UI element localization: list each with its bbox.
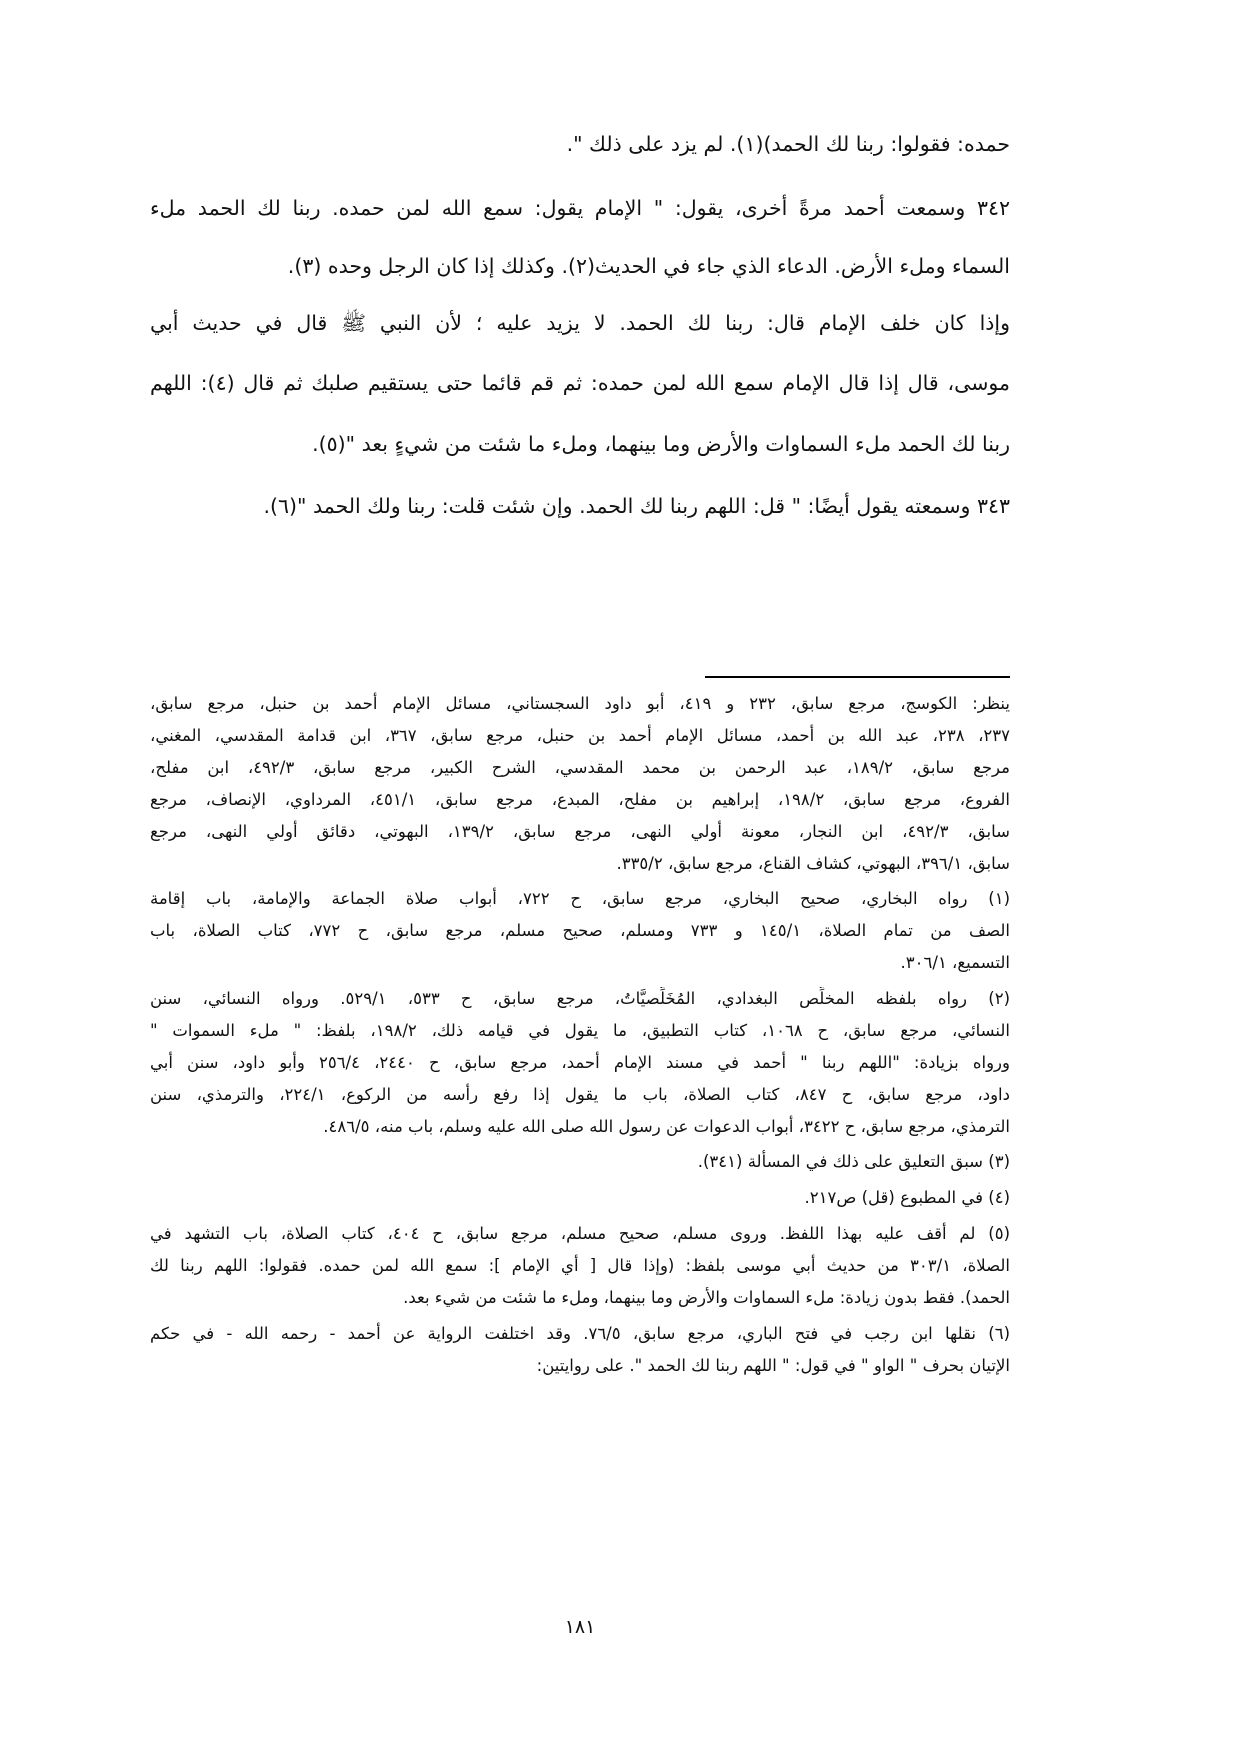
footnote-2-line: النسائي، مرجع سابق، ح ١٠٦٨، كتاب التطبيق، ما يقول في قيامه ذلك، ١٩٨/٢، بلفظ: " ملء السموات " (150, 1021, 1010, 1040)
main-line-4: وإذا كان خلف الإمام قال: ربنا لك الحمد. لا يزيد عليه ؛ لأن النبي ﷺ قال في حديث أبي (150, 311, 1010, 335)
footnote-1-line: (١) رواه البخاري، صحيح البخاري، مرجع سابق، ح ٧٢٢، أبواب صلاة الجماعة والإمامة، باب إقامة (150, 889, 1010, 908)
footnote-2-line: ورواه بزيادة: "اللهم ربنا " أحمد في مسند الإمام أحمد، مرجع سابق، ح ٢٤٤٠، ٢٥٦/٤ وأبو داود، سنن أبي (150, 1053, 1010, 1072)
footnote-4-line: (٤) في المطبوع (قل) ص٢١٧. (804, 1188, 1010, 1207)
footnote-separator (705, 676, 1010, 678)
main-line-7: ٣٤٣ وسمعته يقول أيضًا: " قل: اللهم ربنا لك الحمد. وإن شئت قلت: ربنا ولك الحمد "(٦). (263, 494, 1010, 518)
main-line-1: حمده: فقولوا: ربنا لك الحمد)(١). لم يزد على ذلك ". (566, 132, 1010, 156)
main-line-5: موسى، قال إذا قال الإمام سمع الله لمن حمده: ثم قم قائما حتى يستقيم صلبك ثم قال (٤): اللهم (150, 371, 1010, 395)
footnote-6-line: (٦) نقلها ابن رجب في فتح الباري، مرجع سابق، ٧٦/٥. وقد اختلفت الرواية عن أحمد - رحمه الله - في حكم (150, 1324, 1010, 1343)
footnote-2-line: داود، مرجع سابق، ح ٨٤٧، كتاب الصلاة، باب ما يقول إذا رفع رأسه من الركوع، ٢٢٤/١، والترمذي، سنن (150, 1085, 1010, 1104)
main-line-2: ٣٤٢ وسمعت أحمد مرةً أخرى، يقول: " الإمام يقول: سمع الله لمن حمده. ربنا لك الحمد ملء (150, 196, 1010, 220)
page-number: ١٨١ (564, 1616, 596, 1638)
footnote-1-line: التسميع، ٣٠٦/١. (900, 953, 1010, 972)
footnote-2-line: (٢) رواه بلفظه المخلِّص البغدادي، المُخَلِّصيَّاتُ، مرجع سابق، ح ٥٣٣، ٥٢٩/١. ورواه النسائي، سنن (150, 989, 1010, 1008)
footnote-5-line: الصلاة، ٣٠٣/١ من حديث أبي موسى بلفظ: (وإذا قال [ أي الإمام ]: سمع الله لمن حمده. فقولوا: اللهم ربنا لك (150, 1256, 1010, 1275)
main-line-3: السماء وملء الأرض. الدعاء الذي جاء في الحديث(٢). وكذلك إذا كان الرجل وحده (٣). (287, 254, 1010, 278)
footnote-2-line: الترمذي، مرجع سابق، ح ٣٤٢٢، أبواب الدعوات عن رسول الله صلى الله عليه وسلم، باب منه، ٤٨٦/٥. (323, 1117, 1010, 1136)
footnote-5-line: الحمد). فقط بدون زيادة: ملء السماوات والأرض وما بينهما، وملء ما شئت من شيء بعد. (403, 1288, 1010, 1307)
footnote-1-line: الصف من تمام الصلاة، ١٤٥/١ و ٧٣٣ ومسلم، صحيح مسلم، مرجع سابق، ح ٧٧٢، كتاب الصلاة، باب (150, 921, 1010, 940)
footnote-line: سابق، ٣٩٦/١، البهوتي، كشاف القناع، مرجع سابق، ٣٣٥/٢. (616, 854, 1010, 873)
main-line-6: ربنا لك الحمد ملء السماوات والأرض وما بينهما، وملء ما شئت من شيءٍ بعد "(٥). (312, 432, 1010, 456)
footnote-line: ينظر: الكوسج، مرجع سابق، ٢٣٢ و ٤١٩، أبو داود السجستاني، مسائل الإمام أحمد بن حنبل، مرجع سابق، (150, 694, 1010, 713)
document-page (150, 0, 1010, 1754)
footnote-line: الفروع، مرجع سابق، ١٩٨/٢، إبراهيم بن مفلح، المبدع، مرجع سابق، ٤٥١/١، المرداوي، الإنصاف، مرجع (150, 790, 1010, 809)
footnote-3-line: (٣) سبق التعليق على ذلك في المسألة (٣٤١). (697, 1152, 1010, 1171)
footnote-5-line: (٥) لم أقف عليه بهذا اللفظ. وروى مسلم، صحيح مسلم، مرجع سابق، ح ٤٠٤، كتاب الصلاة، باب التشهد في (150, 1224, 1010, 1243)
footnote-line: ٢٣٧، ٢٣٨، عبد الله بن أحمد، مسائل الإمام أحمد بن حنبل، مرجع سابق، ٣٦٧، ابن قدامة المقدسي، المغني، (150, 726, 1010, 745)
footnote-line: مرجع سابق، ١٨٩/٢، عبد الرحمن بن محمد المقدسي، الشرح الكبير، مرجع سابق، ٤٩٢/٣، ابن مفلح، (150, 758, 1010, 777)
footnote-6-line: الإتيان بحرف " الواو " في قول: " اللهم ربنا لك الحمد ". على روايتين: (536, 1356, 1010, 1375)
footnote-line: سابق، ٤٩٢/٣، ابن النجار، معونة أولي النهى، مرجع سابق، ١٣٩/٢، البهوتي، دقائق أولي النهى، مرجع (150, 822, 1010, 841)
